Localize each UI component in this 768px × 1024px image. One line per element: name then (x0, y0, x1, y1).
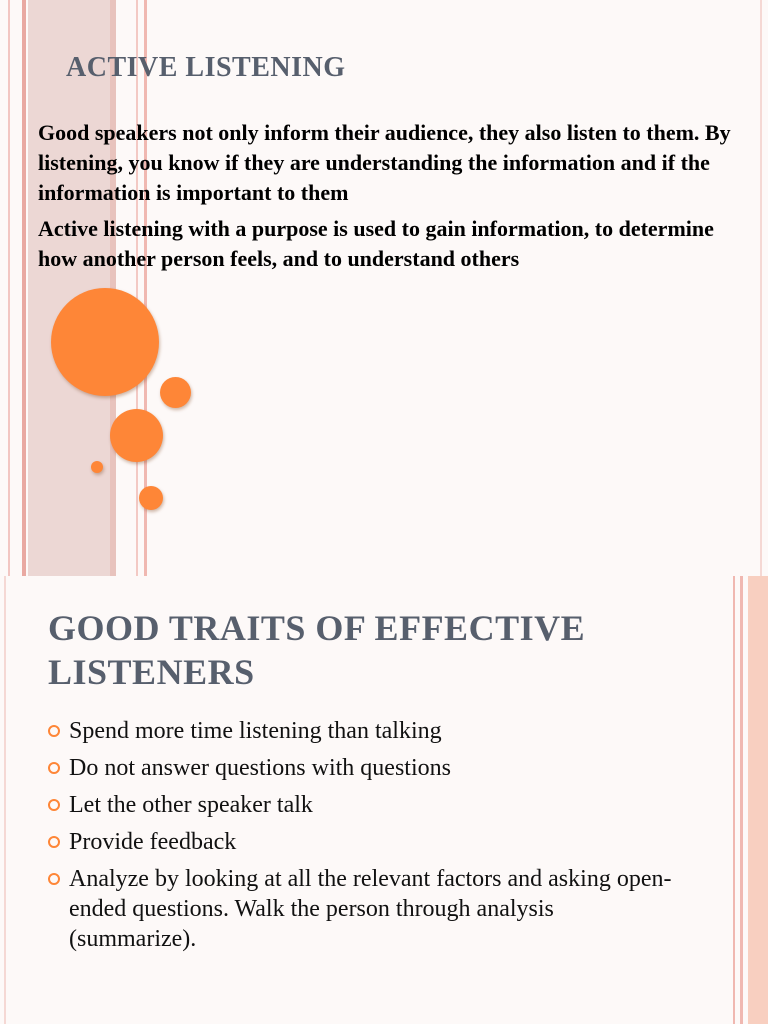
body-paragraph: Good speakers not only inform their audience, they also listen to them. By listening, you know if they are understanding the information and if the information is important to them (38, 120, 731, 205)
decorative-stripe (8, 0, 10, 576)
decorative-stripe (4, 576, 6, 1024)
slide-title: GOOD TRAITS OF EFFECTIVE LISTENERS (48, 608, 586, 692)
list-item-text: Spend more time listening than talking (69, 718, 442, 744)
decorative-stripe (740, 576, 743, 1024)
decorative-circle (110, 409, 163, 462)
bullet-list (44, 716, 684, 961)
list-item (44, 790, 684, 820)
list-item-text: Provide feedback (69, 829, 237, 855)
list-item-text: Analyze by looking at all the relevant factors and asking open-ended questions. Walk the person through analysis (summarize). (69, 866, 672, 952)
decorative-stripe (760, 0, 762, 576)
list-item (44, 827, 684, 857)
circle-bullet-icon (48, 873, 60, 885)
decorative-stripe (733, 576, 735, 1024)
slide-good-traits (0, 576, 768, 1024)
list-item (44, 753, 684, 783)
decorative-circle (51, 288, 159, 396)
list-item (44, 864, 684, 954)
circle-bullet-icon (48, 836, 60, 848)
list-item (44, 716, 684, 746)
decorative-stripe (136, 0, 138, 576)
circle-bullet-icon (48, 799, 60, 811)
circle-bullet-icon (48, 762, 60, 774)
decorative-circle (91, 461, 103, 473)
list-item-text: Let the other speaker talk (69, 792, 313, 818)
circle-bullet-icon (48, 725, 60, 737)
decorative-stripe (748, 576, 768, 1024)
decorative-circle (160, 377, 191, 408)
list-item-text: Do not answer questions with questions (69, 755, 451, 781)
body-paragraph: Active listening with a purpose is used to gain information, to determine how another person feels, and to understand others (38, 216, 714, 271)
decorative-stripe (22, 0, 26, 576)
slide-body (38, 118, 738, 280)
slide-title: ACTIVE LISTENING (66, 52, 346, 83)
decorative-circle (139, 486, 163, 510)
